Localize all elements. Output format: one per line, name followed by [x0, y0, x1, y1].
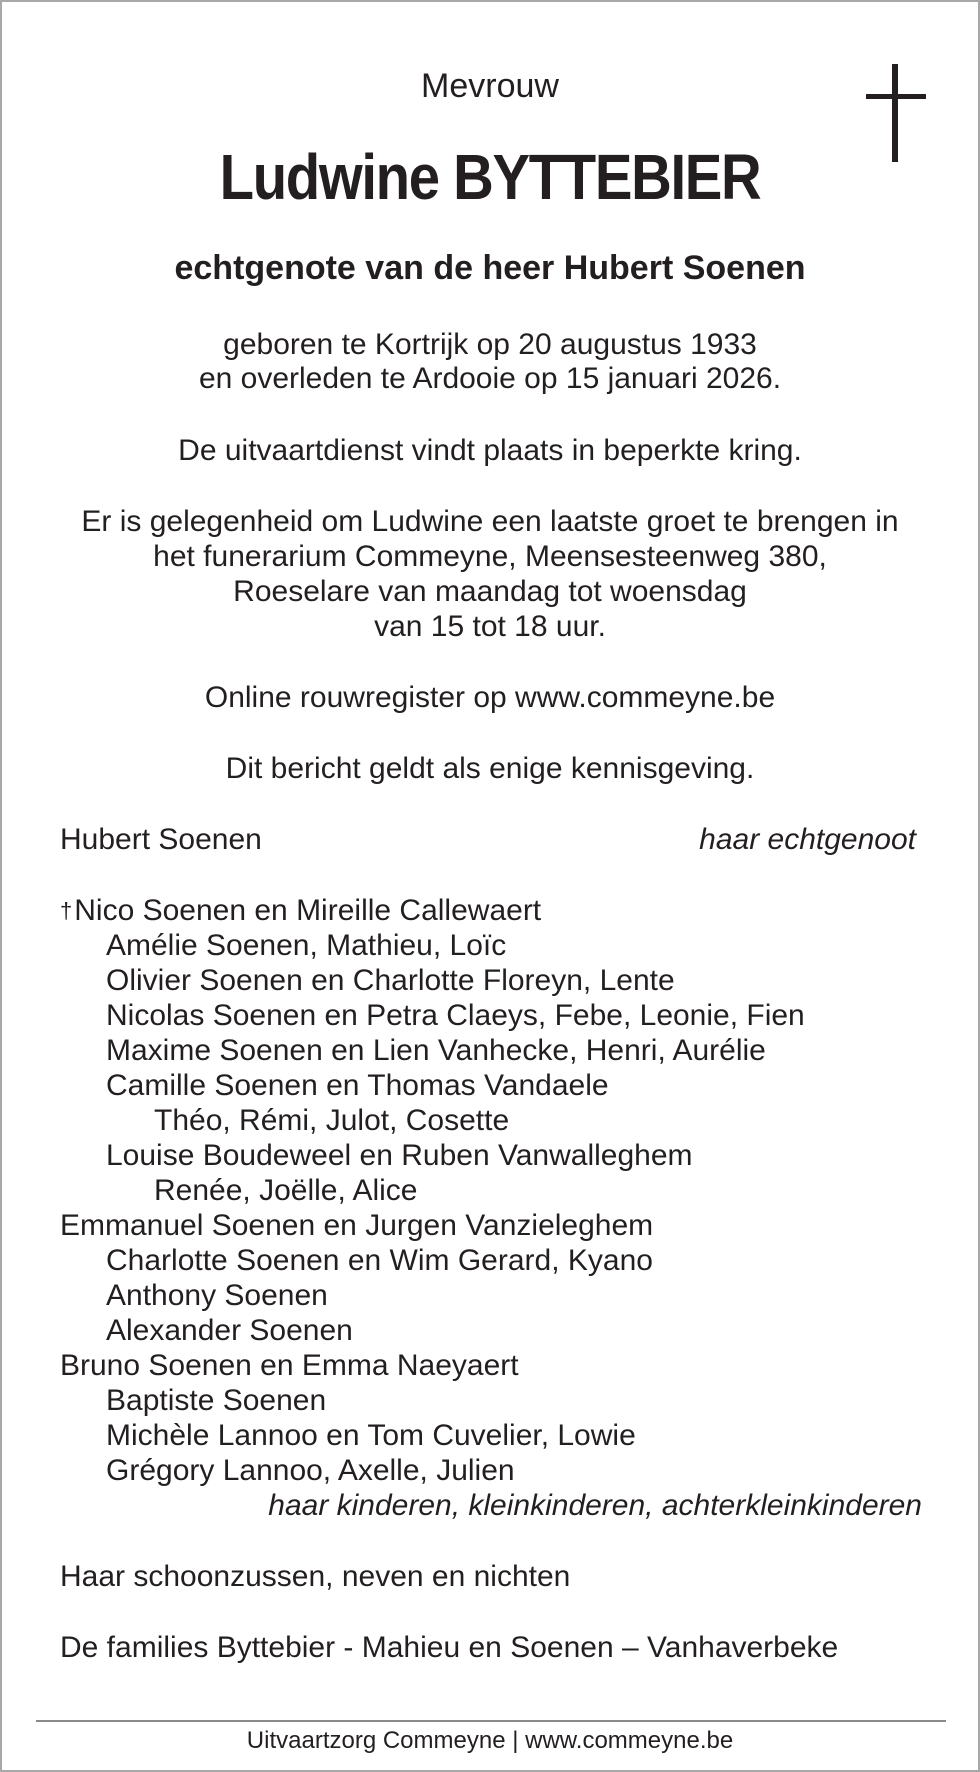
family-line: Renée, Joëlle, Alice [154, 1174, 418, 1207]
family-line: Anthony Soenen [106, 1279, 328, 1312]
death-line: en overleden te Ardooie op 15 januari 2026. [198, 362, 782, 395]
family-line: Alexander Soenen [106, 1314, 353, 1347]
spouse-line: echtgenote van de heer Hubert Soenen [174, 249, 806, 287]
in-laws-line: Haar schoonzussen, neven en nichten [60, 1560, 571, 1593]
salutation: Mevrouw [421, 67, 559, 105]
notice-line: Dit bericht geldt als enige kennisgeving. [225, 752, 755, 785]
children-role: haar kinderen, kleinkinderen, achterkleinkinderen [268, 1489, 922, 1522]
online-register: Online rouwregister op www.commeyne.be [204, 681, 776, 714]
funeral-home-footer: Uitvaartzorg Commeyne | www.commeyne.be [246, 1727, 734, 1754]
family-line: Maxime Soenen en Lien Vanhecke, Henri, Aurélie [106, 1034, 766, 1067]
family-line: Amélie Soenen, Mathieu, Loïc [106, 929, 507, 962]
family-line: Baptiste Soenen [106, 1384, 327, 1417]
visitation-line: het funerarium Commeyne, Meensesteenweg 380, [153, 540, 827, 573]
family-line: Théo, Rémi, Julot, Cosette [154, 1104, 510, 1137]
families-line: De families Byttebier - Mahieu en Soenen – Vanhaverbeke [60, 1631, 839, 1664]
family-line: Grégory Lannoo, Axelle, Julien [106, 1454, 515, 1487]
family-line: Louise Boudeweel en Ruben Vanwalleghem [106, 1139, 693, 1172]
family-line: †Nico Soenen en Mireille Callewaert [60, 894, 542, 927]
husband-name: Hubert Soenen [60, 823, 262, 856]
family-line: Olivier Soenen en Charlotte Floreyn, Lente [106, 964, 675, 997]
family-line: Emmanuel Soenen en Jurgen Vanzieleghem [60, 1209, 654, 1242]
family-line: Camille Soenen en Thomas Vandaele [106, 1069, 609, 1102]
visitation-line: van 15 tot 18 uur. [374, 610, 606, 643]
family-line: Michèle Lannoo en Tom Cuvelier, Lowie [106, 1419, 636, 1452]
family-line: Nicolas Soenen en Petra Claeys, Febe, Leonie, Fien [106, 999, 805, 1032]
visitation-line: Roeselare van maandag tot woensdag [233, 575, 747, 608]
deceased-marker: † [60, 898, 73, 923]
family-line: Bruno Soenen en Emma Naeyaert [60, 1349, 519, 1382]
deceased-name: Ludwine BYTTEBIER [219, 141, 761, 213]
husband-role: haar echtgenoot [699, 823, 916, 856]
family-line: Charlotte Soenen en Wim Gerard, Kyano [106, 1244, 653, 1277]
birth-line: geboren te Kortrijk op 20 augustus 1933 [223, 328, 757, 361]
visitation-line: Er is gelegenheid om Ludwine een laatste groet te brengen in [81, 505, 899, 538]
service-line: De uitvaartdienst vindt plaats in beperkte kring. [178, 434, 802, 467]
footer-divider [36, 1720, 946, 1722]
